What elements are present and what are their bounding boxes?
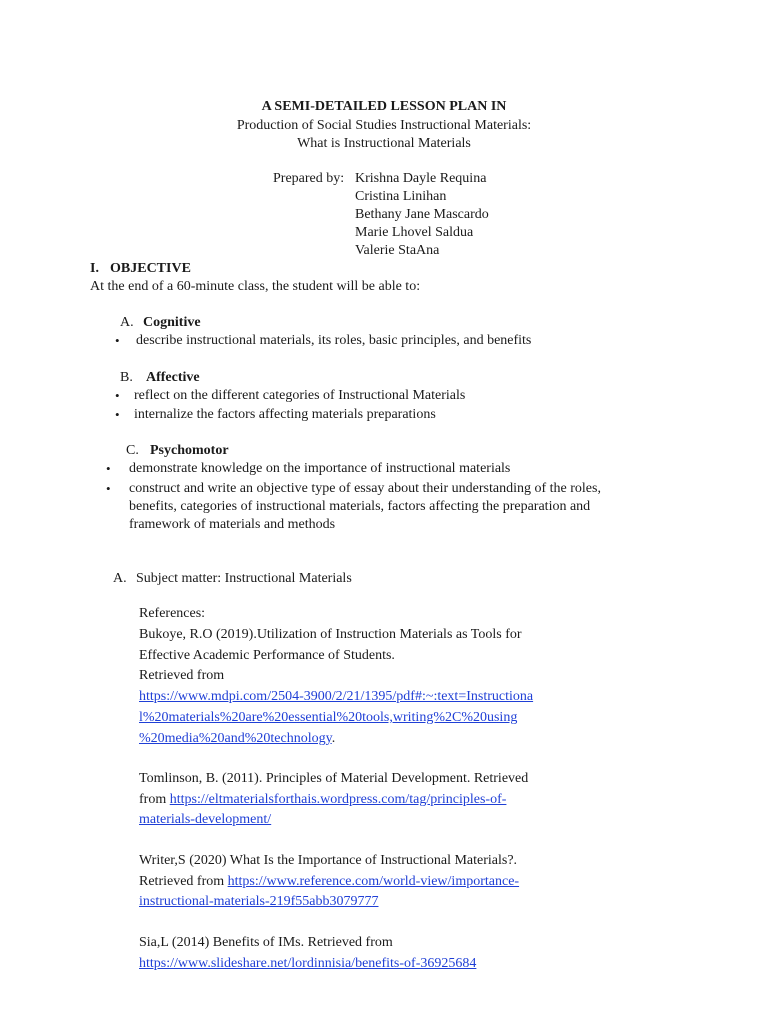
bullet-icon: • [115, 388, 120, 403]
list-item-continuation: framework of materials and methods [129, 517, 336, 532]
author-name: Valerie StaAna [355, 243, 440, 258]
bullet-icon: • [115, 333, 120, 348]
reference-link-slideshare[interactable]: https://www.slideshare.net/lordinnisia/benefits-of-36925684 [139, 956, 477, 971]
list-item: construct and write an objective type of essay about their understanding of the roles, [129, 481, 601, 496]
section-number: I. [90, 261, 99, 276]
subsection-heading-psychomotor: Psychomotor [150, 443, 229, 458]
document-subtitle-topic: What is Instructional Materials [297, 136, 471, 151]
document-subtitle: Production of Social Studies Instructional Materials: [236, 118, 532, 133]
bullet-icon: • [115, 407, 120, 422]
reference-text: Tomlinson, B. (2011). Principles of Material Development. Retrieved [139, 771, 529, 786]
reference-text: Retrieved from [139, 668, 225, 683]
list-item-continuation: benefits, categories of instructional materials, factors affecting the preparation and [129, 499, 591, 514]
subject-matter: Subject matter: Instructional Materials [136, 571, 352, 586]
reference-text: Sia,L (2014) Benefits of IMs. Retrieved from [139, 935, 393, 950]
subsection-letter: C. [126, 443, 139, 458]
subsection-heading-cognitive: Cognitive [143, 315, 201, 330]
reference-text: Writer,S (2020) What Is the Importance of Instructional Materials?. [139, 853, 518, 868]
list-item: reflect on the different categories of Instructional Materials [134, 388, 466, 403]
prepared-by-label: Prepared by: [273, 171, 345, 186]
references-label: References: [139, 606, 206, 621]
author-name: Cristina Linihan [355, 189, 447, 204]
author-name: Marie Lhovel Saldua [355, 225, 474, 240]
reference-link-reference[interactable]: Retrieved from https://www.reference.com/world-view/importance- [139, 874, 520, 889]
author-name: Krishna Dayle Requina [355, 171, 487, 186]
subject-letter: A. [113, 571, 127, 586]
list-item: internalize the factors affecting materials preparations [134, 407, 436, 422]
section-heading-objective: OBJECTIVE [110, 261, 191, 276]
reference-link-reference-cont[interactable]: instructional-materials-219f55abb3079777 [139, 894, 379, 909]
reference-link-eltmaterials[interactable]: from https://eltmaterialsforthais.wordpress.com/tag/principles-of- [139, 792, 507, 807]
list-item: describe instructional materials, its roles, basic principles, and benefits [136, 333, 532, 348]
reference-link-mdpi-cont[interactable]: l%20materials%20are%20essential%20tools,writing%2C%20using [139, 710, 518, 725]
subsection-heading-affective: Affective [146, 370, 200, 385]
reference-text: Bukoye, R.O (2019).Utilization of Instruction Materials as Tools for [139, 627, 522, 642]
reference-link-mdpi-cont[interactable]: %20media%20and%20technology. [139, 731, 336, 746]
objective-intro: At the end of a 60-minute class, the student will be able to: [90, 279, 421, 294]
reference-text: Effective Academic Performance of Students. [139, 648, 395, 663]
subsection-letter: B. [120, 370, 133, 385]
bullet-icon: • [106, 461, 111, 476]
document-title: A SEMI-DETAILED LESSON PLAN IN [261, 99, 507, 114]
bullet-icon: • [106, 481, 111, 496]
subsection-letter: A. [120, 315, 134, 330]
reference-link-mdpi[interactable]: https://www.mdpi.com/2504-3900/2/21/1395/pdf#:~:text=Instructiona [139, 689, 534, 704]
reference-link-eltmaterials-cont[interactable]: materials-development/ [139, 812, 272, 827]
author-name: Bethany Jane Mascardo [355, 207, 489, 222]
list-item: demonstrate knowledge on the importance of instructional materials [129, 461, 511, 476]
